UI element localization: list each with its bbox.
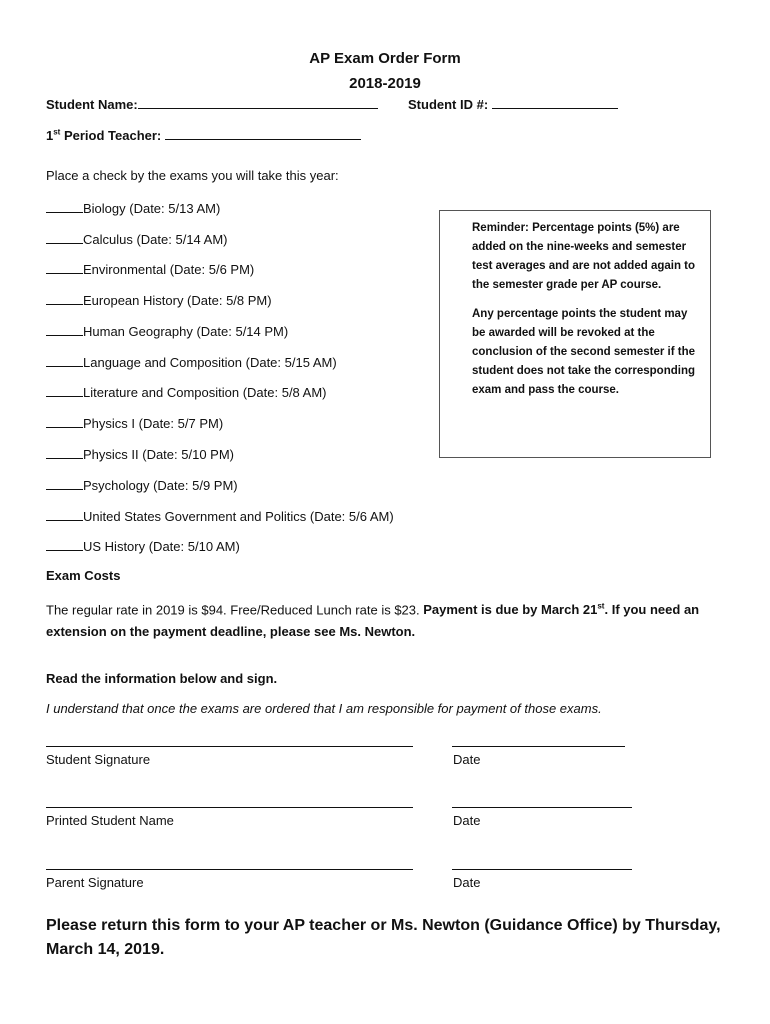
printed-name-line[interactable] (46, 807, 413, 808)
exam-item (46, 476, 238, 493)
student-signature-line[interactable] (46, 746, 413, 747)
exam-item (46, 322, 288, 339)
exam-label: Environmental (Date: 5/6 PM) (83, 262, 255, 277)
exam-label: Calculus (Date: 5/14 AM) (83, 232, 228, 247)
exam-costs-text (46, 596, 726, 643)
teacher-row (46, 126, 361, 143)
check-blank[interactable] (46, 445, 83, 459)
exam-item (46, 445, 234, 462)
check-blank[interactable] (46, 199, 83, 213)
check-blank[interactable] (46, 476, 83, 490)
reminder-paragraph-1: Reminder: Percentage points (5%) are added on the nine-weeks and semester test averages and are not added again to the semester grade per AP course. (472, 222, 696, 291)
exam-item (46, 199, 220, 216)
payment-due-text: Payment is due by March 21st. If you need an extension on the payment deadline, please see Ms. Newton. (46, 602, 700, 640)
check-blank[interactable] (46, 414, 83, 428)
exam-label: Human Geography (Date: 5/14 PM) (83, 324, 289, 339)
student-name-label: Student Name: (46, 97, 138, 112)
sign-statement: I understand that once the exams are ordered that I am responsible for payment of those exams. (46, 701, 602, 716)
parent-date-line[interactable] (452, 869, 632, 870)
exam-item (46, 507, 394, 524)
check-blank[interactable] (46, 291, 83, 305)
check-blank[interactable] (46, 507, 83, 521)
reminder-paragraph-2: Any percentage points the student may be awarded will be revoked at the conclusion of the second semester if the student does not take the corresponding exam and pass the course. (472, 308, 696, 396)
printed-date-label: Date (453, 813, 481, 828)
student-name-field[interactable] (138, 95, 378, 109)
teacher-label: 1st Period Teacher: (46, 127, 162, 143)
instructions: Place a check by the exams you will take this year: (46, 168, 339, 183)
check-blank[interactable] (46, 383, 83, 397)
student-date-line[interactable] (452, 746, 625, 747)
parent-signature-line[interactable] (46, 869, 413, 870)
student-date-label: Date (453, 752, 481, 767)
exam-item (46, 383, 327, 400)
exam-item (46, 291, 272, 308)
exam-label: Biology (Date: 5/13 AM) (83, 201, 221, 216)
parent-signature-label: Parent Signature (46, 875, 144, 890)
exam-label: Psychology (Date: 5/9 PM) (83, 478, 238, 493)
sign-heading: Read the information below and sign. (46, 671, 278, 686)
exam-label: Physics II (Date: 5/10 PM) (83, 447, 234, 462)
form-year: 2018-2019 (349, 75, 421, 92)
exam-item (46, 414, 223, 431)
parent-date-label: Date (453, 875, 481, 890)
exam-label: Literature and Composition (Date: 5/8 AM) (83, 385, 327, 400)
regular-rate-text: The regular rate in 2019 is $94. Free/Reduced Lunch rate is $23. (46, 602, 424, 618)
exam-label: US History (Date: 5/10 AM) (83, 539, 240, 554)
check-blank[interactable] (46, 537, 83, 551)
exam-costs-heading: Exam Costs (46, 568, 121, 583)
form-title: AP Exam Order Form (309, 50, 461, 67)
student-name-row (46, 95, 378, 112)
check-blank[interactable] (46, 353, 83, 367)
student-id-label: Student ID #: (408, 97, 489, 112)
reminder-box (439, 210, 711, 458)
exam-item (46, 353, 337, 370)
exam-label: European History (Date: 5/8 PM) (83, 293, 272, 308)
check-blank[interactable] (46, 260, 83, 274)
exam-item (46, 230, 228, 247)
teacher-field[interactable] (165, 126, 361, 140)
exam-item (46, 537, 240, 554)
check-blank[interactable] (46, 230, 83, 244)
exam-label: United States Government and Politics (Date: 5/6 AM) (83, 509, 394, 524)
exam-label: Language and Composition (Date: 5/15 AM) (83, 355, 337, 370)
printed-name-label: Printed Student Name (46, 813, 174, 828)
student-id-field[interactable] (492, 95, 618, 109)
return-instructions: Please return this form to your AP teacher or Ms. Newton (Guidance Office) by Thursday, March 14, 2019. (46, 917, 721, 958)
student-id-row (408, 95, 618, 112)
check-blank[interactable] (46, 322, 83, 336)
exam-item (46, 260, 254, 277)
student-signature-label: Student Signature (46, 752, 151, 767)
printed-date-line[interactable] (452, 807, 632, 808)
exam-label: Physics I (Date: 5/7 PM) (83, 416, 224, 431)
